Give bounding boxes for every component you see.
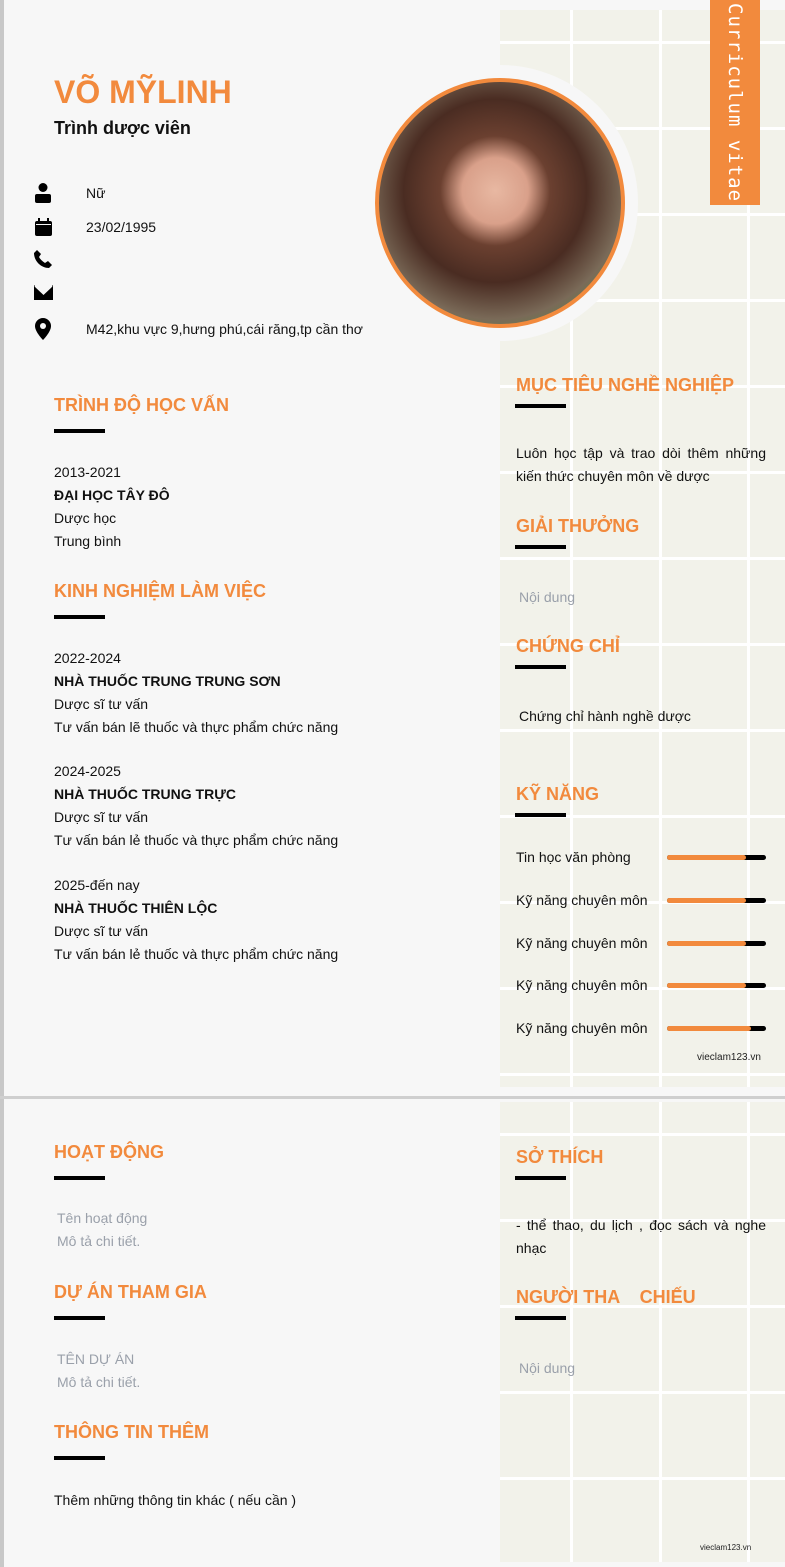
more-info-heading: THÔNG TIN THÊM xyxy=(54,1422,209,1442)
experience-position: Dược sĩ tư vấn xyxy=(54,809,149,825)
heading-underline xyxy=(515,665,566,669)
certificates-text: Chứng chỉ hành nghề dược xyxy=(519,708,691,724)
skill-row xyxy=(516,1020,766,1036)
project-desc: Mô tả chi tiết. xyxy=(57,1374,141,1390)
info-address xyxy=(32,318,363,340)
info-dob xyxy=(32,216,156,238)
activities-heading: HOẠT ĐỘNG xyxy=(54,1142,164,1162)
experience-item xyxy=(54,760,338,852)
hobbies-text: - thể thao, du lịch , đọc sách và nghe nhạc xyxy=(516,1217,766,1256)
mail-icon xyxy=(32,281,54,303)
skill-name: Kỹ năng chuyên môn xyxy=(516,935,648,951)
education-grade: Trung bình xyxy=(54,533,122,549)
watermark: vieclam123.vn xyxy=(697,1052,761,1063)
skill-level-fill xyxy=(667,855,746,860)
experience-desc: Tư vấn bán lẻ thuốc và thực phẩm chức năng xyxy=(54,946,339,962)
gender-value: Nữ xyxy=(86,185,106,201)
avatar[interactable] xyxy=(375,78,625,328)
skill-level-fill xyxy=(667,1026,751,1031)
skill-row xyxy=(516,849,766,865)
dob-value: 23/02/1995 xyxy=(86,219,157,235)
address-value: M42,khu vực 9,hưng phú,cái răng,tp cần thơ xyxy=(86,321,363,337)
experience-company: NHÀ THUỐC TRUNG TRUNG SƠN xyxy=(54,673,281,689)
location-pin-icon xyxy=(32,318,54,340)
page-edge xyxy=(0,0,4,1567)
skill-level-bar xyxy=(667,983,766,988)
skill-level-fill xyxy=(667,941,746,946)
full-name: VÕ MỸLINH xyxy=(54,74,232,110)
education-major: Dược học xyxy=(54,510,117,526)
skill-level-bar xyxy=(667,855,766,860)
education-period: 2013-2021 xyxy=(54,464,121,480)
right-panel-page2 xyxy=(500,1102,785,1562)
experience-item xyxy=(54,874,338,966)
skill-level-fill xyxy=(667,898,746,903)
objective-heading: MỤC TIÊU NGHỀ NGHIỆP xyxy=(516,375,735,395)
heading-underline xyxy=(515,545,566,549)
heading-underline xyxy=(54,429,105,433)
awards-heading: GIẢI THƯỞNG xyxy=(516,516,640,536)
skill-level-bar xyxy=(667,898,766,903)
info-phone xyxy=(32,248,86,270)
experience-company: NHÀ THUỐC THIÊN LỘC xyxy=(54,900,218,916)
skill-name: Tin học văn phòng xyxy=(516,849,631,865)
experience-heading: KINH NGHIỆM LÀM VIỆC xyxy=(54,581,267,601)
calendar-icon xyxy=(32,216,54,238)
skill-row xyxy=(516,892,766,908)
heading-underline xyxy=(54,1316,105,1320)
heading-underline xyxy=(54,615,105,619)
heading-underline xyxy=(515,1316,566,1320)
project-name: TÊN DỰ ÁN xyxy=(57,1351,135,1367)
experience-period: 2022-2024 xyxy=(54,650,121,666)
phone-icon xyxy=(32,248,54,270)
person-icon xyxy=(32,182,54,204)
more-info-text: Thêm những thông tin khác ( nếu cần ) xyxy=(54,1492,297,1508)
experience-desc: Tư vấn bán lẻ thuốc và thực phẩm chức năng xyxy=(54,832,339,848)
experience-position: Dược sĩ tư vấn xyxy=(54,923,149,939)
awards-text: Nội dung xyxy=(519,589,576,605)
projects-heading: DỰ ÁN THAM GIA xyxy=(54,1282,207,1302)
projects-block xyxy=(57,1348,140,1394)
skills-heading: KỸ NĂNG xyxy=(516,784,600,804)
activity-name: Tên hoạt động xyxy=(57,1210,148,1226)
heading-underline xyxy=(515,813,566,817)
cv-tab-label: Curriculum vitae xyxy=(724,2,746,203)
info-email xyxy=(32,281,86,303)
skill-row xyxy=(516,935,766,951)
heading-underline xyxy=(515,404,566,408)
experience-period: 2025-đến nay xyxy=(54,877,140,893)
references-text: Nội dung xyxy=(519,1360,576,1376)
references-heading: NGƯỜI THA CHIẾU xyxy=(516,1287,696,1307)
skill-name: Kỹ năng chuyên môn xyxy=(516,892,648,908)
education-heading: TRÌNH ĐỘ HỌC VẤN xyxy=(54,395,229,415)
watermark: vieclam123.vn xyxy=(700,1543,752,1552)
experience-desc: Tư vấn bán lẽ thuốc và thực phẩm chức năng xyxy=(54,719,339,735)
page-divider xyxy=(0,1096,785,1099)
experience-period: 2024-2025 xyxy=(54,763,121,779)
job-title: Trình dược viên xyxy=(54,118,191,138)
education-school: ĐẠI HỌC TÂY ĐÔ xyxy=(54,487,170,503)
heading-underline xyxy=(54,1176,105,1180)
certificates-heading: CHỨNG CHỈ xyxy=(516,636,620,656)
heading-underline xyxy=(515,1176,566,1180)
education-block xyxy=(54,461,170,553)
skill-name: Kỹ năng chuyên môn xyxy=(516,1020,648,1036)
objective-text: Luôn học tập và trao dòi thêm những kiến thức chuyên môn về dược xyxy=(516,445,766,484)
skill-level-fill xyxy=(667,983,746,988)
skill-name: Kỹ năng chuyên môn xyxy=(516,977,648,993)
skill-level-bar xyxy=(667,941,766,946)
activities-block xyxy=(57,1207,147,1253)
cv-tab xyxy=(710,0,760,205)
info-gender xyxy=(32,182,105,204)
experience-item xyxy=(54,647,338,739)
experience-company: NHÀ THUỐC TRUNG TRỰC xyxy=(54,786,236,802)
skill-row xyxy=(516,977,766,993)
experience-position: Dược sĩ tư vấn xyxy=(54,696,149,712)
heading-underline xyxy=(54,1456,105,1460)
skill-level-bar xyxy=(667,1026,766,1031)
activity-desc: Mô tả chi tiết. xyxy=(57,1233,141,1249)
hobbies-heading: SỞ THÍCH xyxy=(516,1147,604,1167)
